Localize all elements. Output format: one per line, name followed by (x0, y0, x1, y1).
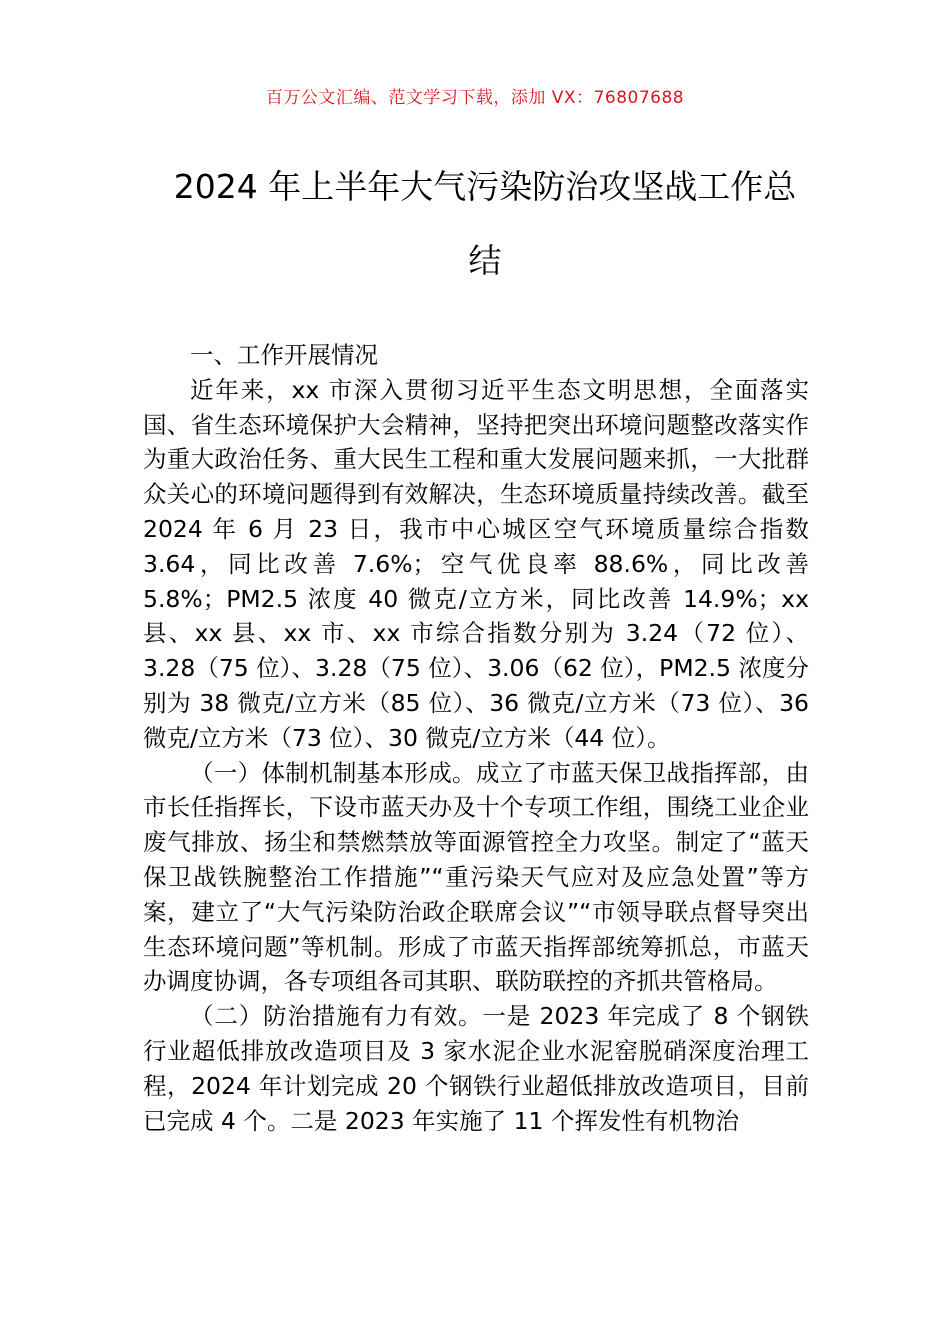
paragraph-overview: 近年来，xx 市深入贯彻习近平生态文明思想，全面落实国、省生态环境保护大会精神，坚持把突出环境问题整改落实作为重大政治任务、重大民生工程和重大发展问题来抓，一大批群众关心的环境问题得到有效解决，生态环境质量持续改善。截至 2024 年 6 月 23 日，我市中心城区空气环境质量综合指数 3.64，同比改善 7.6%；空气优良率 88.6%，同比改善 5.8%；PM2.5 浓度 40 微克/立方米，同比改善 14.9%；xx 县、xx 县、xx 市、xx 市综合指数分别为 3.24（72 位）、3.28（75 位）、3.28（75 位）、3.06（62 位），PM2.5 浓度分别为 38 微克/立方米（85 位）、36 微克/立方米（73 位）、36 微克/立方米（73 位）、30 微克/立方米（44 位）。 (143, 375, 809, 752)
paragraph-institutional-mechanism: （一）体制机制基本形成。成立了市蓝天保卫战指挥部，由市长任指挥长，下设市蓝天办及十个专项工作组，围绕工业企业废气排放、扬尘和禁燃禁放等面源管控全力攻坚。制定了“蓝天保卫战铁腕整治工作措施”“重污染天气应对及应急处置”等方案，建立了“大气污染防治政企联席会议”“市领导联点督导突出生态环境问题”等机制。形成了市蓝天指挥部统筹抓总，市蓝天办调度协调，各专项组各司其职、联防联控的齐抓共管格局。 (143, 758, 809, 996)
header-watermark-note: 百万公文汇编、范文学习下载，添加 VX：76807688 (265, 88, 685, 108)
paragraph-prevention-measures: （二）防治措施有力有效。一是 2023 年完成了 8 个钢铁行业超低排放改造项目及 3 家水泥企业水泥窑脱硝深度治理工程，2024 年计划完成 20 个钢铁行业超低排放改造项目，目前已完成 4 个。二是 2023 年实施了 11 个挥发性有机物治 (143, 1002, 809, 1135)
document-title (140, 150, 830, 298)
document-body (143, 338, 809, 1138)
section-heading: 一、工作开展情况 (190, 341, 378, 369)
document-title-line-2: 结 (468, 241, 502, 280)
document-title-line-1: 2024 年上半年大气污染防治攻坚战工作总 (173, 167, 797, 206)
